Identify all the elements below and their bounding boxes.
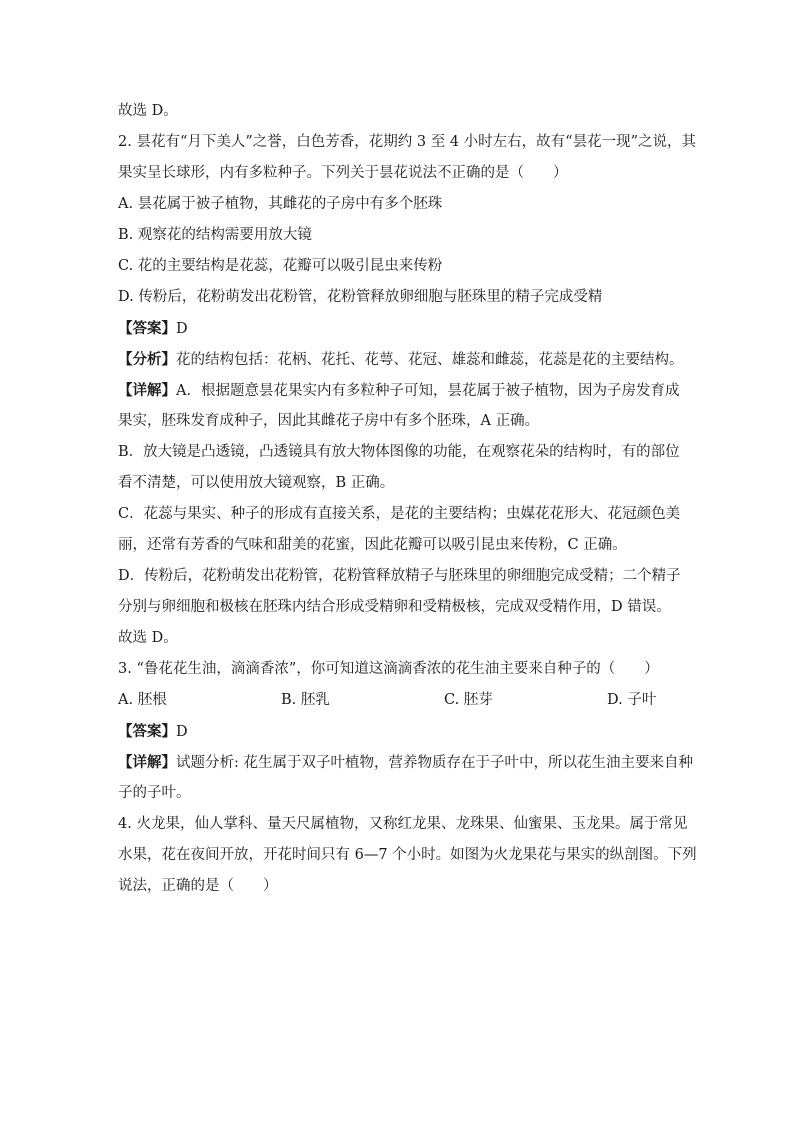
q2-stem-line: 果实呈长球形，内有多粒种子。下列关于昙花说法不正确的是（ ）: [118, 165, 568, 181]
question-3: [118, 654, 693, 809]
document-page: [118, 96, 697, 902]
analysis-tag: 【分析】: [118, 351, 176, 368]
q2-detail-line: 果实，胚珠发育成种子，因此其雌花子房中有多个胚珠，A 正确。: [118, 413, 540, 429]
q3-option-a: A. 胚根: [118, 692, 167, 708]
q3-option-c: C. 胚芽: [444, 692, 493, 708]
detail-text: 试题分析: 花生属于双子叶植物，营养物质存在于子叶中，所以花生油主要来自种: [176, 755, 693, 771]
q1-conclusion: 故选 D。: [118, 103, 178, 119]
answer-value: D: [176, 321, 188, 337]
q3-options: [118, 685, 678, 716]
q2-option-b: B. 观察花的结构需要用放大镜: [118, 227, 312, 243]
q2-detail-line: 丽，还常有芳香的气味和甜美的花蜜，因此花瓣可以吸引昆虫来传粉，C 正确。: [118, 537, 627, 553]
q2-option-a: A. 昙花属于被子植物，其雌花的子房中有多个胚珠: [118, 196, 443, 212]
q2-detail-line: D．传粉后，花粉萌发出花粉管，花粉管释放精子与胚珠里的卵细胞完成受精；二个精子: [118, 568, 681, 584]
q3-answer: [118, 716, 678, 747]
q2-analysis: [118, 344, 684, 375]
q2-detail-line: 看不清楚，可以使用放大镜观察，B 正确。: [118, 475, 395, 491]
detail-tag: 【详解】: [118, 754, 176, 771]
q3-option-b: B. 胚乳: [281, 692, 330, 708]
q2-option-d: D. 传粉后，花粉萌发出花粉管，花粉管释放卵细胞与胚珠里的精子完成受精: [118, 289, 603, 305]
q2-option-c: C. 花的主要结构是花蕊，花瓣可以吸引昆虫来传粉: [118, 258, 443, 274]
detail-text: A．根据题意昙花果实内有多粒种子可知，昙花属于被子植物，因为子房发育成: [176, 383, 680, 399]
q2-conclusion: 故选 D。: [118, 630, 178, 646]
q3-stem: 3. “鲁花花生油，滴滴香浓”，你可知道这滴滴香浓的花生油主要来自种子的（ ）: [118, 661, 659, 677]
q2-detail-line: C．花蕊与果实、种子的形成有直接关系，是花的主要结构；虫媒花花形大、花冠颜色美: [118, 506, 681, 522]
answer-tag: 【答案】: [118, 320, 176, 337]
q4-stem-line: 水果，花在夜间开放，开花时间只有 6—7 个小时。如图为火龙果花与果实的纵剖图。下列: [118, 847, 697, 863]
q3-option-d: D. 子叶: [607, 692, 657, 708]
q4-stem-line: 4. 火龙果，仙人掌科、量天尺属植物，又称红龙果、龙珠果、仙蜜果、玉龙果。属于常见: [118, 816, 688, 832]
question-4: [118, 809, 697, 902]
q2-detail-line: 分别与卵细胞和极核在胚珠内结合形成受精卵和受精极核，完成双受精作用，D 错误。: [118, 599, 671, 615]
q2-answer: [118, 313, 678, 344]
q2-detail: [118, 375, 678, 406]
answer-tag: 【答案】: [118, 723, 176, 740]
analysis-text: 花的结构包括：花柄、花托、花萼、花冠、雄蕊和雌蕊，花蕊是花的主要结构。: [176, 352, 684, 368]
detail-tag: 【详解】: [118, 382, 176, 399]
q3-detail: [118, 747, 693, 778]
q4-stem-line: 说法，正确的是（ ）: [118, 878, 278, 894]
answer-value: D: [176, 724, 188, 740]
q2-detail-line: B．放大镜是凸透镜，凸透镜具有放大物体图像的功能，在观察花朵的结构时，有的部位: [118, 444, 680, 460]
q3-detail-line: 子的子叶。: [118, 785, 191, 801]
q2-stem-line: 2. 昙花有“月下美人”之誉，白色芳香，花期约 3 至 4 小时左右，故有“昙花一现”之说，其: [118, 134, 696, 150]
question-2: [118, 127, 696, 654]
